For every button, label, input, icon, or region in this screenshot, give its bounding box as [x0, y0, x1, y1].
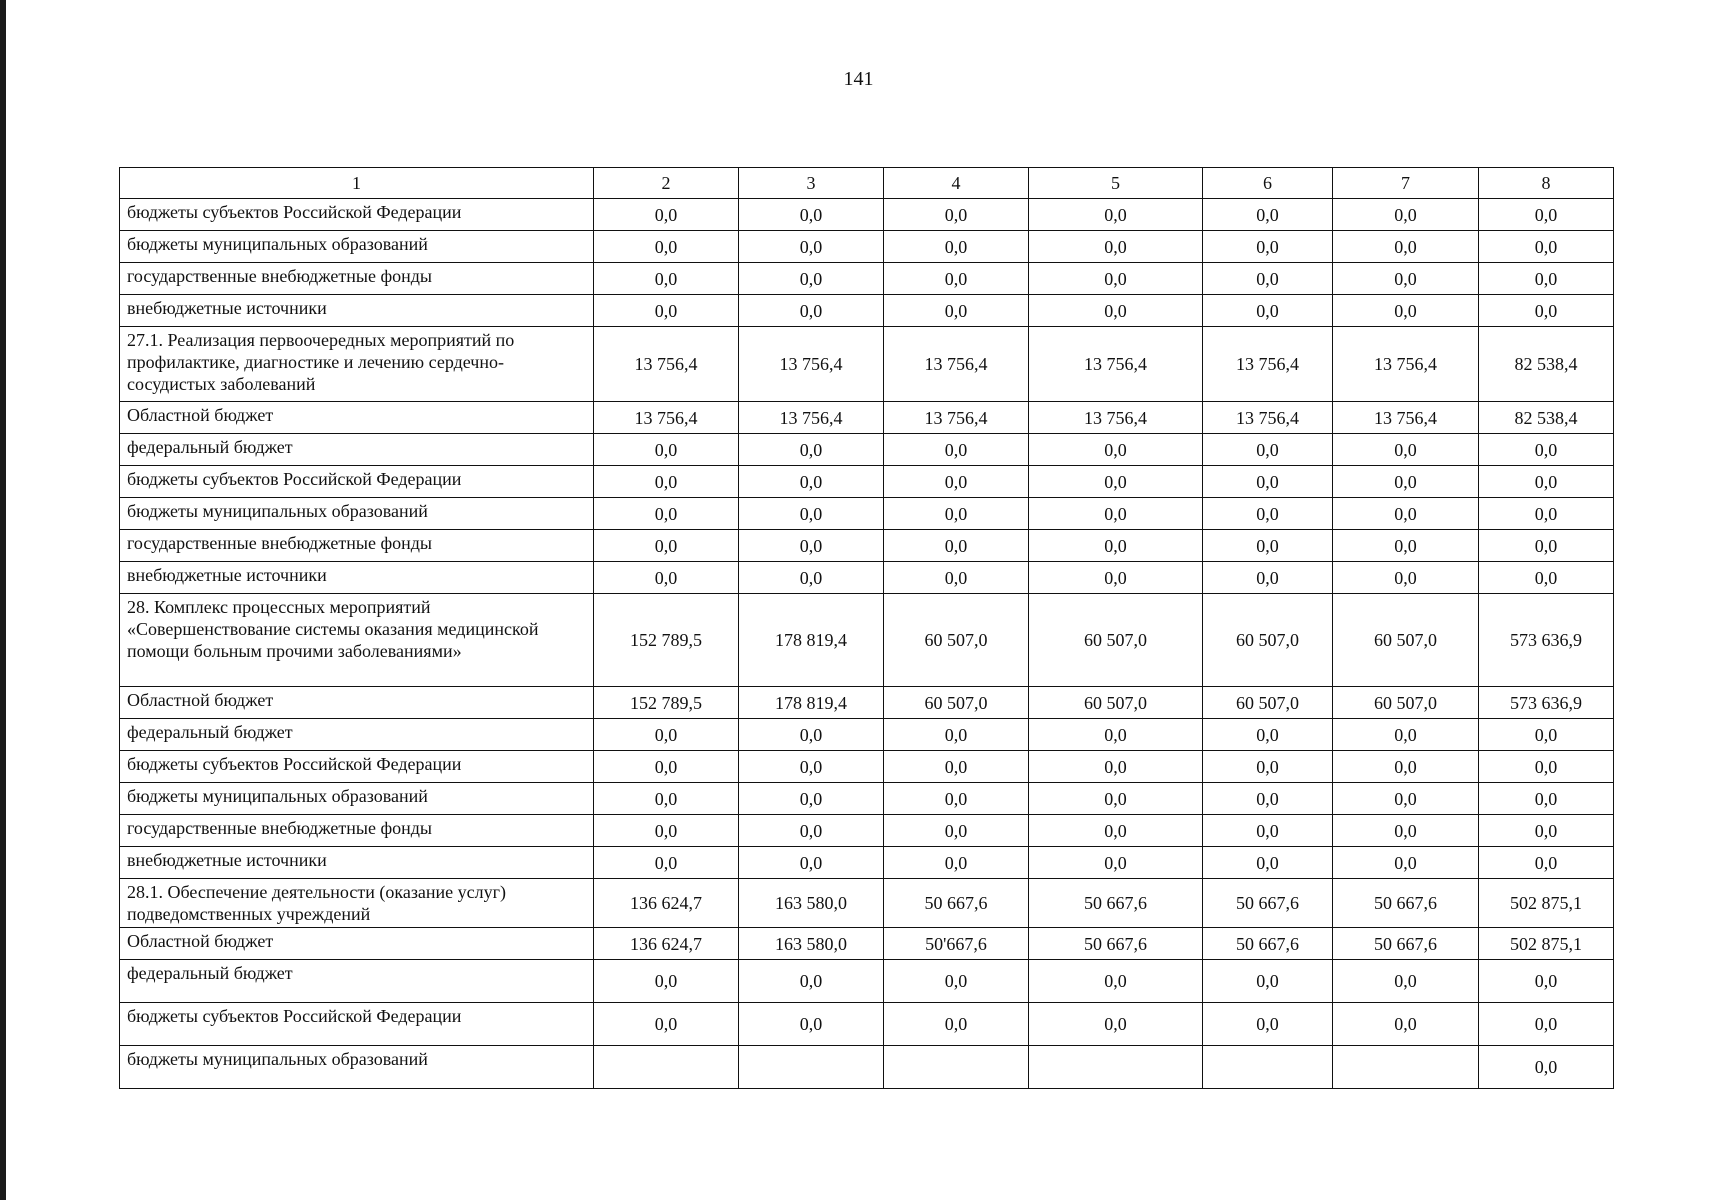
row-label: Областной бюджет [120, 402, 594, 434]
row-label: 27.1. Реализация первоочередных мероприятий по профилактике, диагностике и лечению сердечно-сосудистых заболеваний [120, 327, 594, 402]
value-cell: 13 756,4 [1333, 402, 1479, 434]
value-cell: 502 875,1 [1479, 928, 1614, 960]
value-cell: 0,0 [594, 295, 739, 327]
value-cell: 13 756,4 [884, 327, 1029, 402]
value-cell: 0,0 [1333, 751, 1479, 783]
table-row [120, 687, 1614, 719]
value-cell: 0,0 [884, 719, 1029, 751]
value-cell: 0,0 [884, 783, 1029, 815]
column-header: 6 [1203, 168, 1333, 199]
value-cell: 0,0 [1333, 263, 1479, 295]
row-label: бюджеты субъектов Российской Федерации [120, 1003, 594, 1046]
table-row [120, 295, 1614, 327]
value-cell: 0,0 [884, 498, 1029, 530]
value-cell: 13 756,4 [1029, 327, 1203, 402]
value-cell: 0,0 [1029, 815, 1203, 847]
value-cell: 0,0 [739, 1003, 884, 1046]
value-cell: 0,0 [884, 434, 1029, 466]
value-cell: 13 756,4 [1333, 327, 1479, 402]
value-cell: 0,0 [739, 231, 884, 263]
value-cell: 0,0 [1029, 562, 1203, 594]
value-cell: 0,0 [1029, 434, 1203, 466]
value-cell: 0,0 [1333, 815, 1479, 847]
value-cell: 0,0 [884, 751, 1029, 783]
value-cell: 82 538,4 [1479, 327, 1614, 402]
value-cell: 0,0 [739, 847, 884, 879]
value-cell: 0,0 [1203, 815, 1333, 847]
value-cell [739, 1046, 884, 1089]
value-cell: 0,0 [594, 783, 739, 815]
value-cell: 0,0 [594, 231, 739, 263]
row-label: федеральный бюджет [120, 434, 594, 466]
value-cell: 82 538,4 [1479, 402, 1614, 434]
table-row [120, 434, 1614, 466]
value-cell: 0,0 [1029, 498, 1203, 530]
value-cell: 178 819,4 [739, 594, 884, 687]
value-cell: 50 667,6 [1203, 928, 1333, 960]
value-cell: 0,0 [884, 263, 1029, 295]
value-cell: 0,0 [739, 295, 884, 327]
value-cell: 60 507,0 [884, 594, 1029, 687]
row-label: государственные внебюджетные фонды [120, 530, 594, 562]
table-row [120, 199, 1614, 231]
value-cell: 0,0 [1333, 434, 1479, 466]
value-cell: 13 756,4 [739, 402, 884, 434]
value-cell: 0,0 [1203, 1003, 1333, 1046]
value-cell: 60 507,0 [884, 687, 1029, 719]
column-header: 1 [120, 168, 594, 199]
value-cell: 0,0 [594, 1003, 739, 1046]
value-cell: 60 507,0 [1203, 687, 1333, 719]
value-cell: 0,0 [1029, 751, 1203, 783]
value-cell: 0,0 [1203, 562, 1333, 594]
value-cell: 152 789,5 [594, 594, 739, 687]
value-cell: 0,0 [1029, 263, 1203, 295]
value-cell: 0,0 [1203, 199, 1333, 231]
value-cell: 0,0 [1479, 783, 1614, 815]
table-row [120, 879, 1614, 928]
value-cell: 0,0 [1333, 960, 1479, 1003]
value-cell: 0,0 [1333, 847, 1479, 879]
value-cell: 0,0 [1203, 530, 1333, 562]
value-cell: 0,0 [1333, 719, 1479, 751]
table-row [120, 530, 1614, 562]
page-number: 141 [843, 68, 874, 90]
row-label: Областной бюджет [120, 928, 594, 960]
table-row [120, 466, 1614, 498]
value-cell: 0,0 [1479, 960, 1614, 1003]
value-cell: 50 667,6 [1333, 879, 1479, 928]
value-cell: 50 667,6 [1203, 879, 1333, 928]
value-cell: 0,0 [884, 199, 1029, 231]
value-cell: 0,0 [1479, 1003, 1614, 1046]
header-row [120, 168, 1614, 199]
value-cell: 0,0 [1479, 263, 1614, 295]
value-cell: 0,0 [884, 530, 1029, 562]
value-cell: 13 756,4 [594, 402, 739, 434]
value-cell: 0,0 [1479, 719, 1614, 751]
value-cell: 13 756,4 [739, 327, 884, 402]
scan-edge [0, 0, 6, 1200]
value-cell: 573 636,9 [1479, 594, 1614, 687]
value-cell: 13 756,4 [1203, 327, 1333, 402]
row-label: бюджеты муниципальных образований [120, 783, 594, 815]
value-cell: 163 580,0 [739, 879, 884, 928]
value-cell: 0,0 [1203, 295, 1333, 327]
value-cell: 0,0 [1029, 719, 1203, 751]
column-header: 5 [1029, 168, 1203, 199]
row-label: бюджеты субъектов Российской Федерации [120, 199, 594, 231]
value-cell: 0,0 [1333, 466, 1479, 498]
value-cell: 502 875,1 [1479, 879, 1614, 928]
value-cell: 0,0 [594, 434, 739, 466]
table-row [120, 928, 1614, 960]
value-cell: 0,0 [739, 719, 884, 751]
value-cell: 0,0 [739, 263, 884, 295]
value-cell: 0,0 [594, 847, 739, 879]
value-cell: 50 667,6 [1029, 928, 1203, 960]
value-cell [1029, 1046, 1203, 1089]
value-cell: 0,0 [1029, 530, 1203, 562]
value-cell: 0,0 [1333, 530, 1479, 562]
table-row [120, 719, 1614, 751]
value-cell: 0,0 [1203, 263, 1333, 295]
value-cell: 0,0 [1203, 847, 1333, 879]
value-cell: 0,0 [1203, 498, 1333, 530]
value-cell: 0,0 [1333, 1003, 1479, 1046]
value-cell: 152 789,5 [594, 687, 739, 719]
value-cell: 50 667,6 [1333, 928, 1479, 960]
value-cell: 0,0 [594, 199, 739, 231]
value-cell: 0,0 [594, 562, 739, 594]
value-cell: 0,0 [1029, 960, 1203, 1003]
row-label: федеральный бюджет [120, 960, 594, 1003]
row-label: бюджеты муниципальных образований [120, 498, 594, 530]
value-cell [1203, 1046, 1333, 1089]
value-cell: 0,0 [1203, 751, 1333, 783]
table-row [120, 1003, 1614, 1046]
value-cell: 0,0 [739, 562, 884, 594]
value-cell: 0,0 [1333, 783, 1479, 815]
row-label: Областной бюджет [120, 687, 594, 719]
column-header: 8 [1479, 168, 1614, 199]
row-label: федеральный бюджет [120, 719, 594, 751]
value-cell: 0,0 [1479, 562, 1614, 594]
row-label: внебюджетные источники [120, 295, 594, 327]
table-row [120, 562, 1614, 594]
value-cell: 573 636,9 [1479, 687, 1614, 719]
table-row [120, 402, 1614, 434]
table-row [120, 751, 1614, 783]
budget-table [119, 167, 1614, 1089]
value-cell [884, 1046, 1029, 1089]
value-cell: 0,0 [1479, 199, 1614, 231]
value-cell: 0,0 [1029, 231, 1203, 263]
value-cell: 0,0 [1333, 295, 1479, 327]
value-cell: 0,0 [1479, 231, 1614, 263]
table-row [120, 594, 1614, 687]
row-label: государственные внебюджетные фонды [120, 815, 594, 847]
value-cell: 136 624,7 [594, 928, 739, 960]
value-cell: 0,0 [884, 562, 1029, 594]
table-row [120, 960, 1614, 1003]
value-cell: 60 507,0 [1029, 594, 1203, 687]
value-cell: 13 756,4 [1203, 402, 1333, 434]
table-row [120, 231, 1614, 263]
value-cell: 0,0 [594, 815, 739, 847]
value-cell: 0,0 [1479, 847, 1614, 879]
value-cell: 0,0 [1203, 783, 1333, 815]
value-cell: 60 507,0 [1203, 594, 1333, 687]
table-row [120, 498, 1614, 530]
value-cell: 0,0 [594, 466, 739, 498]
value-cell: 0,0 [1029, 295, 1203, 327]
value-cell: 0,0 [1203, 231, 1333, 263]
value-cell: 13 756,4 [884, 402, 1029, 434]
value-cell: 0,0 [1479, 751, 1614, 783]
table-row [120, 815, 1614, 847]
row-label: бюджеты субъектов Российской Федерации [120, 466, 594, 498]
value-cell: 0,0 [1479, 295, 1614, 327]
table-row [120, 263, 1614, 295]
column-header: 2 [594, 168, 739, 199]
value-cell: 0,0 [739, 815, 884, 847]
value-cell: 0,0 [1333, 498, 1479, 530]
value-cell: 0,0 [884, 847, 1029, 879]
value-cell: 50 667,6 [884, 879, 1029, 928]
value-cell: 0,0 [739, 751, 884, 783]
column-header: 7 [1333, 168, 1479, 199]
value-cell: 0,0 [1029, 466, 1203, 498]
value-cell: 0,0 [594, 960, 739, 1003]
table-row [120, 847, 1614, 879]
value-cell: 0,0 [1479, 434, 1614, 466]
value-cell [594, 1046, 739, 1089]
value-cell: 0,0 [1333, 562, 1479, 594]
value-cell: 0,0 [594, 530, 739, 562]
value-cell: 0,0 [1333, 199, 1479, 231]
value-cell: 0,0 [1203, 466, 1333, 498]
table-row [120, 327, 1614, 402]
value-cell: 0,0 [739, 199, 884, 231]
column-header: 3 [739, 168, 884, 199]
row-label: 28. Комплекс процессных мероприятий «Совершенствование системы оказания медицинской помощи больным прочими заболеваниями» [120, 594, 594, 687]
value-cell: 0,0 [884, 466, 1029, 498]
value-cell: 0,0 [1203, 434, 1333, 466]
value-cell: 0,0 [739, 466, 884, 498]
value-cell: 0,0 [1479, 498, 1614, 530]
value-cell: 0,0 [1029, 199, 1203, 231]
value-cell: 0,0 [1479, 530, 1614, 562]
row-label: бюджеты субъектов Российской Федерации [120, 751, 594, 783]
value-cell: 0,0 [1479, 1046, 1614, 1089]
value-cell: 0,0 [884, 815, 1029, 847]
table-row [120, 1046, 1614, 1089]
value-cell: 163 580,0 [739, 928, 884, 960]
value-cell: 0,0 [594, 719, 739, 751]
value-cell: 0,0 [739, 434, 884, 466]
value-cell: 178 819,4 [739, 687, 884, 719]
value-cell: 0,0 [594, 263, 739, 295]
value-cell: 60 507,0 [1029, 687, 1203, 719]
row-label: внебюджетные источники [120, 562, 594, 594]
value-cell: 13 756,4 [1029, 402, 1203, 434]
value-cell: 0,0 [1203, 719, 1333, 751]
value-cell [1333, 1046, 1479, 1089]
value-cell: 13 756,4 [594, 327, 739, 402]
value-cell: 0,0 [884, 231, 1029, 263]
row-label: 28.1. Обеспечение деятельности (оказание услуг) подведомственных учреждений [120, 879, 594, 928]
value-cell: 0,0 [739, 960, 884, 1003]
value-cell: 0,0 [1333, 231, 1479, 263]
value-cell: 0,0 [1029, 783, 1203, 815]
value-cell: 50'667,6 [884, 928, 1029, 960]
row-label: бюджеты муниципальных образований [120, 231, 594, 263]
value-cell: 50 667,6 [1029, 879, 1203, 928]
row-label: государственные внебюджетные фонды [120, 263, 594, 295]
value-cell: 60 507,0 [1333, 594, 1479, 687]
value-cell: 0,0 [884, 960, 1029, 1003]
value-cell: 0,0 [594, 751, 739, 783]
row-label: бюджеты муниципальных образований [120, 1046, 594, 1089]
value-cell: 0,0 [1029, 1003, 1203, 1046]
value-cell: 0,0 [1029, 847, 1203, 879]
value-cell: 0,0 [1479, 466, 1614, 498]
value-cell: 0,0 [594, 498, 739, 530]
table-row [120, 783, 1614, 815]
value-cell: 0,0 [739, 783, 884, 815]
value-cell: 136 624,7 [594, 879, 739, 928]
value-cell: 0,0 [884, 295, 1029, 327]
value-cell: 0,0 [1479, 815, 1614, 847]
value-cell: 60 507,0 [1333, 687, 1479, 719]
value-cell: 0,0 [1203, 960, 1333, 1003]
row-label: внебюджетные источники [120, 847, 594, 879]
value-cell: 0,0 [884, 1003, 1029, 1046]
column-header: 4 [884, 168, 1029, 199]
value-cell: 0,0 [739, 530, 884, 562]
value-cell: 0,0 [739, 498, 884, 530]
